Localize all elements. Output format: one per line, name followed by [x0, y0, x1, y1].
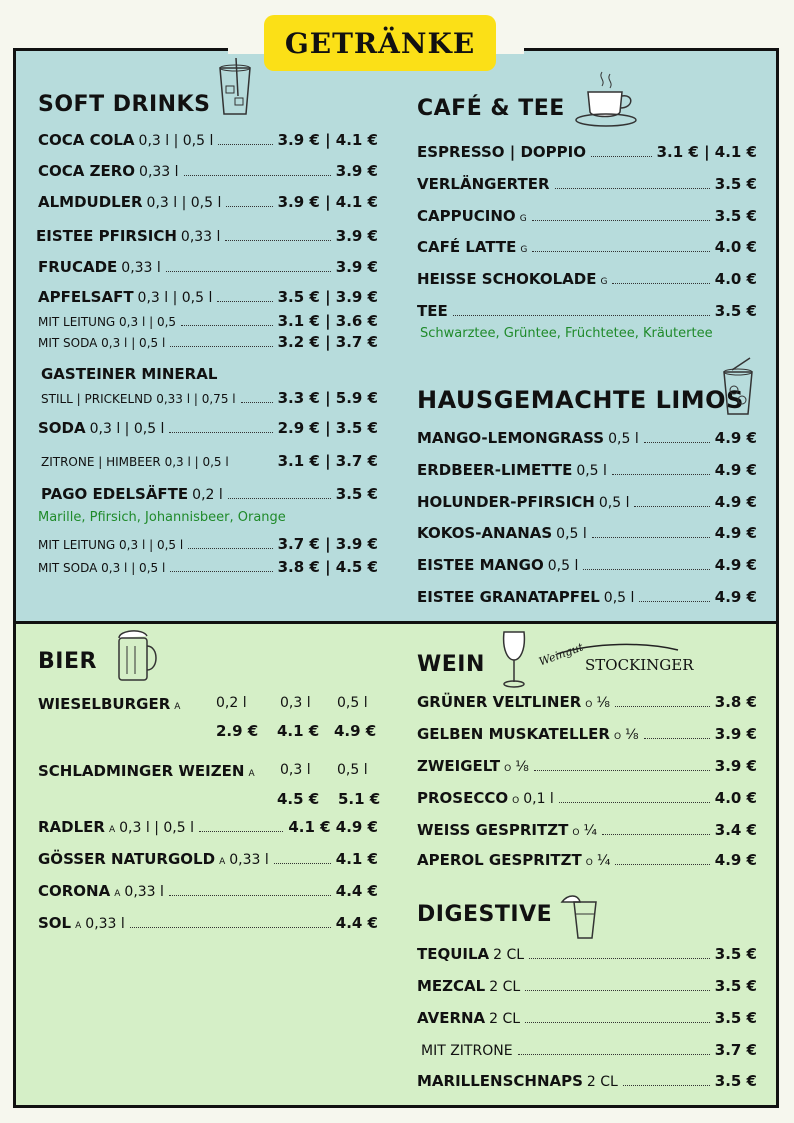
- item-size: MIT LEITUNG 0,3 l | 0,5 l: [38, 538, 184, 552]
- item-price: 3.9 €: [335, 258, 378, 276]
- item-size: 0,1 l: [523, 791, 554, 807]
- schladminger-row: [38, 762, 255, 780]
- item-size: 0,33 l: [139, 164, 179, 180]
- limo-row: [417, 588, 757, 606]
- item-name: GELBEN MUSKATELLER: [417, 725, 610, 743]
- dot-leader: [226, 206, 272, 207]
- goesser-row: [38, 850, 378, 868]
- item-name: ZWEIGELT: [417, 757, 501, 775]
- item-size: 0,33 l: [229, 852, 269, 868]
- wine-row: [417, 789, 757, 807]
- schladminger-price-1: 4.5 €: [277, 790, 320, 808]
- item-price: 2.9 € | 3.5 €: [277, 419, 378, 437]
- item-price: 4.0 €: [714, 789, 757, 807]
- item-name: COCA COLA: [38, 131, 135, 149]
- item-size: 0,5 l: [556, 526, 587, 542]
- pago-soda-row: [38, 558, 378, 576]
- item-price: 3.9 €: [335, 227, 378, 245]
- allergen-mark: O: [585, 858, 593, 868]
- apfelsaft-leitung-row: [38, 312, 378, 330]
- item-price: 4.9 €: [714, 556, 757, 574]
- item-price: 3.7 € | 3.9 €: [277, 535, 378, 553]
- item-size: 0,5 l: [603, 590, 635, 606]
- item-name: APFELSAFT: [38, 288, 134, 306]
- limo-row: [417, 461, 757, 479]
- item-size: 2 CL: [489, 1011, 521, 1027]
- cafe-row: [417, 143, 757, 161]
- item-price: 3.9 €: [714, 757, 757, 775]
- item-size: 0,33 l: [124, 884, 164, 900]
- item-size: MIT SODA 0,3 l | 0,5 l: [38, 336, 166, 350]
- dot-leader: [170, 346, 272, 347]
- allergen-mark: O: [512, 796, 520, 806]
- soft-drink-row: [38, 162, 378, 180]
- item-size: 0,5 l: [608, 431, 639, 447]
- dot-leader: [169, 432, 272, 433]
- dot-leader: [228, 498, 331, 499]
- item-name: PAGO EDELSÄFTE: [41, 485, 189, 503]
- item-name: RADLER: [38, 818, 105, 836]
- pago-row: [41, 485, 378, 503]
- item-price: 4.0 €: [714, 270, 757, 288]
- item-size: MIT ZITRONE: [421, 1043, 513, 1059]
- dot-leader: [559, 802, 710, 803]
- cafe-row: [417, 302, 757, 320]
- item-name: PROSECCO: [417, 789, 509, 807]
- weingut-logo-top: Weingut: [537, 640, 585, 669]
- item-size: 0,3 l | 0,5 l: [137, 290, 213, 306]
- item-price: 3.9 €: [714, 725, 757, 743]
- allergen-mark: A: [174, 702, 181, 712]
- soda-glass-icon: [216, 56, 254, 118]
- item-size: MIT SODA 0,3 l | 0,5 l: [38, 561, 166, 575]
- item-name: KOKOS-ANANAS: [417, 524, 553, 542]
- item-price: 3.5 € | 3.9 €: [277, 288, 378, 306]
- item-name: MEZCAL: [417, 977, 486, 995]
- mineral-still-row: [41, 389, 378, 407]
- item-price: 3.5 €: [714, 1072, 757, 1090]
- radler-row: [38, 818, 378, 836]
- item-price: 3.8 €: [714, 693, 757, 711]
- digestive-heading: DIGESTIVE: [417, 902, 553, 927]
- dot-leader: [225, 240, 330, 241]
- item-price: 3.1 € | 3.6 €: [277, 312, 378, 330]
- item-size: 0,3 l | 0,5 l: [119, 820, 194, 836]
- schladminger-size-2: 0,5 l: [337, 762, 368, 778]
- allergen-mark: A: [75, 921, 82, 931]
- item-name: SOL: [38, 914, 72, 932]
- dot-leader: [602, 834, 710, 835]
- wine-row: [417, 725, 757, 743]
- dot-leader: [184, 175, 331, 176]
- beer-mug-icon: [113, 626, 163, 684]
- item-name: MARILLENSCHNAPS: [417, 1072, 583, 1090]
- item-size: ¼: [596, 853, 611, 869]
- allergen-mark: A: [248, 769, 255, 779]
- cafe-row: [417, 238, 757, 256]
- item-price: 4.9 €: [714, 461, 757, 479]
- soft-drink-row: [38, 193, 378, 211]
- dot-leader: [130, 927, 331, 928]
- dot-leader: [532, 220, 710, 221]
- wieselburger-price-2: 4.1 €: [277, 722, 320, 740]
- item-price: 3.1 € | 3.7 €: [277, 452, 378, 470]
- item-price: 3.8 € | 4.5 €: [277, 558, 378, 576]
- wieselburger-price-1: 2.9 €: [216, 722, 259, 740]
- item-size: 2 CL: [493, 947, 525, 963]
- wine-row: [417, 851, 757, 869]
- allergen-mark: A: [114, 889, 121, 899]
- dot-leader: [615, 864, 709, 865]
- wieselburger-size-1: 0,2 l: [216, 695, 247, 711]
- item-size: 0,3 l | 0,5 l: [89, 421, 165, 437]
- item-price: 4.1 €: [335, 850, 378, 868]
- item-name: FRUCADE: [38, 258, 118, 276]
- item-price: 3.5 €: [714, 945, 757, 963]
- dot-leader: [644, 738, 710, 739]
- item-name: EISTEE GRANATAPFEL: [417, 588, 600, 606]
- item-size: ⅛: [625, 727, 639, 743]
- dot-leader: [170, 571, 272, 572]
- item-name: SODA: [38, 419, 86, 437]
- item-size: 0,3 l | 0,5 l: [146, 195, 222, 211]
- allergen-mark: G: [600, 277, 608, 287]
- limo-row: [417, 524, 757, 542]
- limo-row: [417, 556, 757, 574]
- item-price: 3.5 €: [714, 977, 757, 995]
- item-size: 0,5 l: [547, 558, 579, 574]
- item-size: ¼: [583, 823, 598, 839]
- dot-leader: [592, 537, 710, 538]
- item-price: 4.1 € 4.9 €: [288, 818, 378, 836]
- item-size: ZITRONE | HIMBEER 0,3 l | 0,5 l: [41, 455, 229, 469]
- item-name: APEROL GESPRITZT: [417, 851, 582, 869]
- dot-leader: [583, 569, 709, 570]
- dot-leader: [623, 1085, 710, 1086]
- dot-leader: [591, 156, 652, 157]
- item-price: 3.5 €: [714, 1009, 757, 1027]
- digestive-row: [417, 945, 757, 963]
- dot-leader: [218, 144, 272, 145]
- wieselburger-size-2: 0,3 l: [280, 695, 311, 711]
- item-price: 4.4 €: [335, 882, 378, 900]
- digestive-row: [417, 977, 757, 995]
- item-size: 0,33 l: [121, 260, 161, 276]
- dot-leader: [525, 1022, 710, 1023]
- item-name: HEISSE SCHOKOLADE: [417, 270, 597, 288]
- soft-drinks-heading: SOFT DRINKS: [38, 92, 211, 117]
- digestive-row: [417, 1041, 757, 1059]
- schladminger-name: SCHLADMINGER WEIZEN: [38, 762, 245, 780]
- item-name: MANGO-LEMONGRASS: [417, 429, 605, 447]
- cafe-row: [417, 207, 757, 225]
- allergen-mark: G: [520, 245, 528, 255]
- cafe-row: [417, 270, 757, 288]
- item-size: ⅛: [596, 695, 610, 711]
- item-price: 3.2 € | 3.7 €: [277, 333, 378, 351]
- item-price: 4.9 €: [714, 524, 757, 542]
- item-name: TEQUILA: [417, 945, 490, 963]
- item-name: CORONA: [38, 882, 111, 900]
- item-price: 3.4 €: [714, 821, 757, 839]
- item-price: 3.3 € | 5.9 €: [277, 389, 378, 407]
- dot-leader: [555, 188, 710, 189]
- item-name: CAPPUCINO: [417, 207, 516, 225]
- soft-drink-row: [36, 227, 378, 245]
- sol-row: [38, 914, 378, 932]
- item-name: EISTEE PFIRSICH: [36, 227, 177, 245]
- item-price: 3.9 € | 4.1 €: [277, 193, 378, 211]
- item-name: TEE: [417, 302, 448, 320]
- soda-row: [38, 419, 378, 437]
- item-name: EISTEE MANGO: [417, 556, 544, 574]
- page-title: GETRÄNKE: [284, 26, 476, 60]
- allergen-mark: A: [108, 825, 116, 835]
- item-price: 3.9 € | 4.1 €: [277, 131, 378, 149]
- dot-leader: [166, 271, 331, 272]
- item-size: 0,33 l: [180, 229, 221, 245]
- item-size: 0,5 l: [598, 495, 630, 511]
- item-price: 3.5 €: [335, 485, 378, 503]
- limo-row: [417, 493, 757, 511]
- wine-row: [417, 757, 757, 775]
- gasteiner-heading: GASTEINER MINERAL: [41, 365, 218, 383]
- logo-swash-icon: [555, 640, 680, 660]
- title-badge: [264, 15, 496, 71]
- shot-glass-icon: [560, 892, 600, 942]
- item-name: ESPRESSO | DOPPIO: [417, 143, 586, 161]
- wieselburger-name: WIESELBURGER: [38, 695, 171, 713]
- zitrone-row: [41, 452, 378, 470]
- item-size: 0,3 l | 0,5 l: [138, 133, 214, 149]
- item-name: VERLÄNGERTER: [417, 175, 550, 193]
- pago-leitung-row: [38, 535, 378, 553]
- cafe-row: [417, 175, 757, 193]
- allergen-mark: O: [572, 828, 580, 838]
- dot-leader: [534, 770, 710, 771]
- dot-leader: [453, 315, 710, 316]
- item-name: GRÜNER VELTLINER: [417, 693, 582, 711]
- item-price: 4.4 €: [335, 914, 378, 932]
- dot-leader: [639, 601, 709, 602]
- wein-heading: WEIN: [417, 652, 485, 677]
- schladminger-size-1: 0,3 l: [280, 762, 311, 778]
- dot-leader: [199, 831, 283, 832]
- wine-row: [417, 693, 757, 711]
- item-price: 4.9 €: [714, 429, 757, 447]
- allergen-mark: O: [585, 700, 593, 710]
- item-size: ⅛: [515, 759, 529, 775]
- cafe-heading: CAFÉ & TEE: [417, 96, 565, 121]
- wieselburger-size-3: 0,5 l: [337, 695, 368, 711]
- item-price: 3.1 € | 4.1 €: [656, 143, 757, 161]
- soft-drink-row: [38, 288, 378, 306]
- bier-heading: BIER: [38, 649, 97, 674]
- tee-note: Schwarztee, Grüntee, Früchtetee, Kräutertee: [420, 326, 713, 341]
- item-price: 4.9 €: [714, 493, 757, 511]
- schladminger-price-2: 5.1 €: [338, 790, 381, 808]
- dot-leader: [532, 251, 709, 252]
- item-name: AVERNA: [417, 1009, 486, 1027]
- dot-leader: [181, 325, 273, 326]
- corona-row: [38, 882, 378, 900]
- digestive-row: [417, 1009, 757, 1027]
- soft-drink-row: [38, 258, 378, 276]
- limo-row: [417, 429, 757, 447]
- wine-row: [417, 821, 757, 839]
- item-size: STILL | PRICKELND 0,33 l | 0,75 l: [41, 392, 236, 406]
- dot-leader: [525, 990, 710, 991]
- soft-drink-row: [38, 131, 378, 149]
- lemonade-glass-icon: [718, 356, 758, 418]
- item-name: GÖSSER NATURGOLD: [38, 850, 216, 868]
- dot-leader: [612, 283, 709, 284]
- coffee-cup-icon: [574, 70, 642, 130]
- dot-leader: [615, 706, 710, 707]
- digestive-row: [417, 1072, 757, 1090]
- allergen-mark: A: [219, 857, 226, 867]
- dot-leader: [241, 402, 273, 403]
- item-name: ERDBEER-LIMETTE: [417, 461, 573, 479]
- item-price: 4.9 €: [714, 588, 757, 606]
- dot-leader: [217, 301, 272, 302]
- weingut-logo-bottom: STOCKINGER: [585, 656, 694, 674]
- item-price: 4.0 €: [714, 238, 757, 256]
- wine-glass-icon: [498, 628, 530, 690]
- item-price: 3.9 €: [335, 162, 378, 180]
- item-price: 3.5 €: [714, 207, 757, 225]
- item-size: 2 CL: [586, 1074, 618, 1090]
- wieselburger-row: [38, 695, 180, 713]
- wieselburger-price-3: 4.9 €: [334, 722, 377, 740]
- dot-leader: [612, 474, 710, 475]
- item-name: COCA ZERO: [38, 162, 136, 180]
- item-name: ALMDUDLER: [38, 193, 143, 211]
- item-size: 2 CL: [489, 979, 521, 995]
- apfelsaft-soda-row: [38, 333, 378, 351]
- item-name: CAFÉ LATTE: [417, 238, 517, 256]
- item-price: 4.9 €: [714, 851, 757, 869]
- allergen-mark: G: [519, 214, 527, 224]
- item-name: HOLUNDER-PFIRSICH: [417, 493, 595, 511]
- dot-leader: [529, 958, 710, 959]
- dot-leader: [188, 548, 272, 549]
- dot-leader: [644, 442, 710, 443]
- dot-leader: [518, 1054, 710, 1055]
- allergen-mark: O: [504, 764, 512, 774]
- item-name: WEISS GESPRITZT: [417, 821, 569, 839]
- item-price: 3.7 €: [714, 1041, 757, 1059]
- dot-leader: [169, 895, 331, 896]
- dot-leader: [634, 506, 709, 507]
- pago-note: Marille, Pfirsich, Johannisbeer, Orange: [38, 510, 286, 525]
- item-price: 3.5 €: [714, 175, 757, 193]
- item-size: 0,33 l: [85, 916, 125, 932]
- limos-heading: HAUSGEMACHTE LIMOS: [417, 386, 744, 414]
- item-size: 0,2 l: [192, 487, 223, 503]
- item-price: 3.5 €: [714, 302, 757, 320]
- allergen-mark: O: [613, 732, 622, 742]
- dot-leader: [274, 863, 331, 864]
- item-size: MIT LEITUNG 0,3 l | 0,5: [38, 315, 177, 329]
- item-size: 0,5 l: [576, 463, 607, 479]
